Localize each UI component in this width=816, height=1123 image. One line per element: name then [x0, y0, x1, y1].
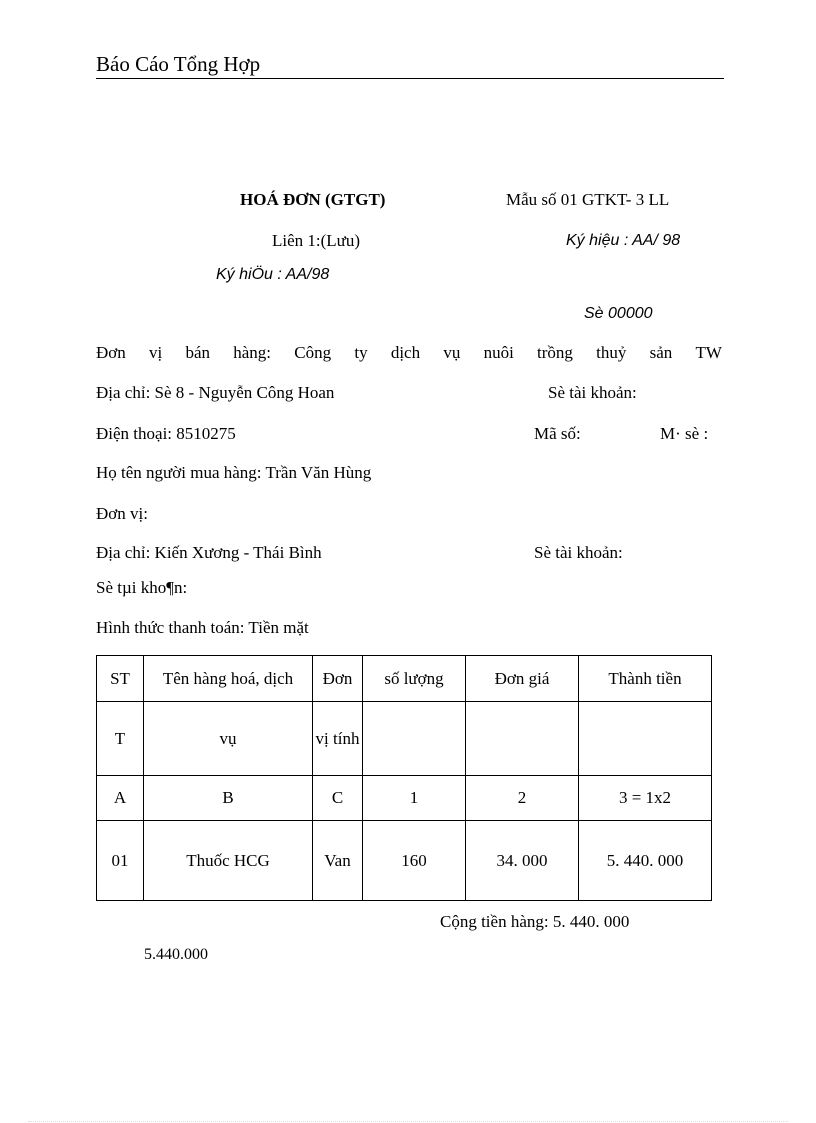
table-header-cell: Đơn giá	[466, 656, 579, 702]
table-header-cell	[363, 702, 466, 776]
seller-phone: Điện thoại: 8510275	[96, 424, 236, 443]
buyer-address: Địa chỉ: Kiến Xương - Thái Bình	[96, 543, 322, 562]
seller-word: vị	[149, 343, 163, 362]
seller-word: sản	[649, 343, 673, 362]
seller-word: ty	[354, 343, 368, 362]
copy-label: Liên 1:(Lưu)	[272, 231, 361, 250]
table-cell: A	[97, 776, 144, 821]
table-header-cell: vụ	[144, 702, 313, 776]
payment-method: Hình thức thanh toán: Tiền mặt	[96, 618, 309, 637]
symbol-left: Ký hiÖu : AA/98	[216, 266, 330, 283]
buyer-name: Họ tên người mua hàng: Trần Văn Hùng	[96, 463, 372, 482]
table-row	[97, 821, 712, 901]
seller-word: TW	[695, 343, 722, 362]
table-header-cell: Đơn	[313, 656, 363, 702]
seller-unit-line	[96, 343, 722, 363]
seller-word: bán	[185, 343, 211, 362]
page-bottom-edge	[28, 1121, 788, 1122]
table-cell: C	[313, 776, 363, 821]
seller-word: Đơn	[96, 343, 126, 362]
table-cell: B	[144, 776, 313, 821]
table-code-row	[97, 776, 712, 821]
table-header-cell: số lượng	[363, 656, 466, 702]
form-number: Mẫu số 01 GTKT- 3 LL	[506, 190, 670, 209]
buyer-account: Sè tài khoản:	[534, 543, 623, 562]
table-header-row	[97, 656, 712, 702]
invoice-number: Sè 00000	[584, 305, 653, 322]
seller-word: dịch	[390, 343, 421, 362]
page-header-title: Báo Cáo Tổng Hợp	[96, 52, 261, 76]
header-divider	[96, 78, 724, 79]
table-cell: 1	[363, 776, 466, 821]
invoice-title: HOÁ ĐƠN (GTGT)	[240, 190, 386, 209]
invoice-table	[96, 655, 712, 901]
table-header-cell: Tên hàng hoá, dịch	[144, 656, 313, 702]
table-cell: 01	[97, 821, 144, 901]
table-cell: 160	[363, 821, 466, 901]
table-cell: 3 = 1x2	[579, 776, 712, 821]
seller-word: nuôi	[483, 343, 514, 362]
buyer-unit: Đơn vị:	[96, 504, 148, 523]
table-header-cell: ST	[97, 656, 144, 702]
table-cell: 5. 440. 000	[579, 821, 712, 901]
seller-word: hàng:	[233, 343, 272, 362]
seller-word: trồng	[537, 343, 573, 362]
table-cell: Van	[313, 821, 363, 901]
total-label: Cộng tiền hàng: 5. 440. 000	[440, 912, 630, 931]
table-header-cell: Thành tiền	[579, 656, 712, 702]
seller-ma-so: M· sè :	[660, 424, 709, 443]
buyer-account-2: Sè tµi kho¶n:	[96, 578, 188, 597]
seller-word: Công	[294, 343, 332, 362]
seller-word: vụ	[443, 343, 461, 362]
total-amount: 5.440.000	[144, 946, 208, 963]
table-header-row	[97, 702, 712, 776]
table-cell: Thuốc HCG	[144, 821, 313, 901]
table-cell: 34. 000	[466, 821, 579, 901]
seller-word: thuỷ	[596, 343, 627, 362]
table-header-cell: T	[97, 702, 144, 776]
seller-tax-code: Mã số:	[534, 424, 581, 443]
table-cell: 2	[466, 776, 579, 821]
seller-address: Địa chỉ: Sè 8 - Nguyễn Công Hoan	[96, 383, 335, 402]
table-header-cell	[579, 702, 712, 776]
seller-account: Sè tài khoản:	[548, 383, 637, 402]
symbol-right: Ký hiệu : AA/ 98	[566, 232, 681, 249]
table-header-cell	[466, 702, 579, 776]
table-header-cell: vị tính	[313, 702, 363, 776]
